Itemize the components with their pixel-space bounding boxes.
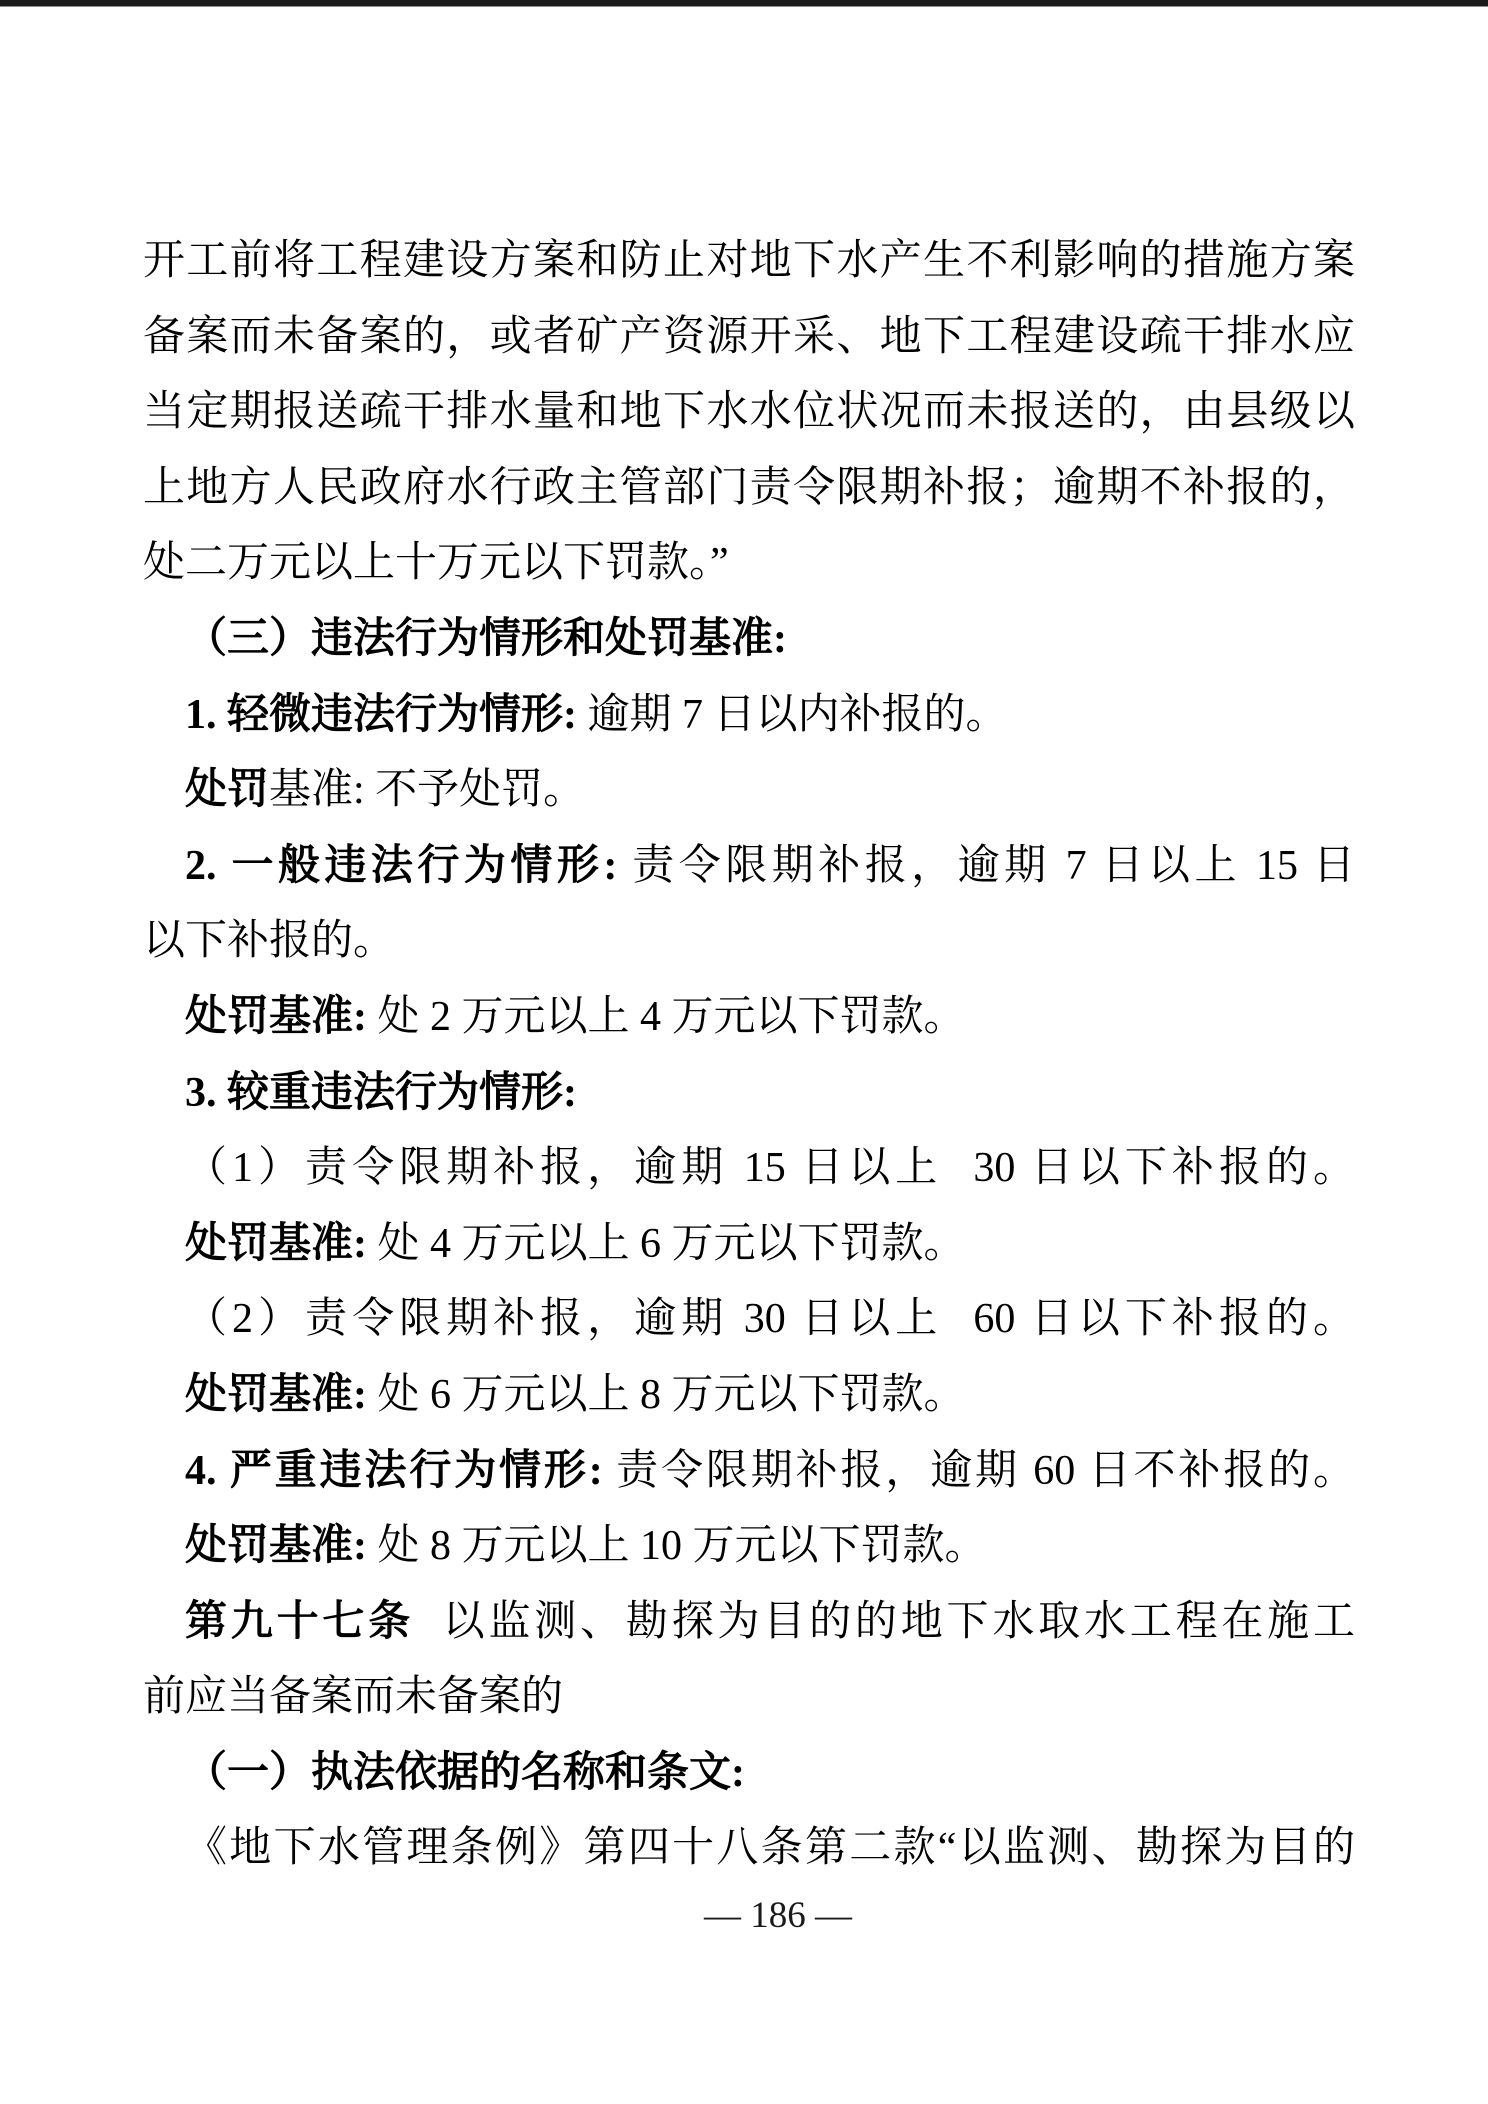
text-segment: 逾期 7 日以内补报的。 [587, 691, 1008, 738]
text-line [143, 1358, 1355, 1434]
text-line [143, 829, 1355, 905]
text-segment: 前应当备案而未备案的 [143, 1674, 564, 1721]
text-segment-bold: （一）执法依据的名称和条文: [185, 1749, 745, 1796]
text-segment-bold: 处罚基准: [185, 1523, 378, 1570]
text-line [143, 451, 1355, 527]
page-number [0, 1878, 1488, 1954]
text-line [143, 904, 1355, 980]
text-segment-bold: 处罚 [185, 767, 270, 814]
text-segment: 《地下水管理条例》第四十八条第二款“以监测、勘探为目的 [185, 1825, 1355, 1872]
text-segment-bold: 4. 严重违法行为情形: [185, 1447, 617, 1494]
text-segment-bold: 3. 较重违法行为情形: [185, 1069, 577, 1116]
text-segment: （1）责令限期补报，逾期 15 日以上 30 日以下补报的。 [185, 1145, 1355, 1192]
text-segment: 责令限期补报，逾期 7 日以上 15 日 [632, 842, 1355, 889]
text-line [143, 1736, 1355, 1812]
text-line [143, 1056, 1355, 1132]
text-segment-bold: 第九十七条 [185, 1598, 415, 1645]
text-line [143, 1811, 1355, 1887]
text-segment: （2）责令限期补报，逾期 30 日以上 60 日以下补报的。 [185, 1296, 1355, 1343]
text-segment-bold: 处罚基准: [185, 993, 378, 1040]
page-number-label: — 186 — [704, 1895, 852, 1936]
text-segment: 上地方人民政府水行政主管部门责令限期补报；逾期不补报的， [143, 464, 1355, 511]
text-segment: 备案而未备案的，或者矿产资源开采、地下工程建设疏干排水应 [143, 313, 1355, 360]
text-segment: 处 2 万元以上 4 万元以下罚款。 [377, 993, 966, 1040]
text-line [143, 753, 1355, 829]
text-line [143, 980, 1355, 1056]
text-line [143, 1585, 1355, 1661]
text-segment: 基准: 不予处罚。 [269, 767, 586, 814]
text-line [143, 224, 1355, 300]
text-segment: 处 6 万元以上 8 万元以下罚款。 [377, 1371, 966, 1418]
text-line [143, 300, 1355, 376]
text-line [143, 602, 1355, 678]
text-segment: 处二万元以上十万元以下罚款。” [143, 540, 729, 587]
text-line [143, 1207, 1355, 1283]
text-segment-bold: 处罚基准: [185, 1220, 378, 1267]
text-segment: 责令限期补报，逾期 60 日不补报的。 [616, 1447, 1355, 1494]
text-segment: 开工前将工程建设方案和防止对地下水产生不利影响的措施方案 [143, 238, 1355, 284]
document-body [143, 0, 1355, 1887]
text-line [143, 526, 1355, 602]
text-segment-bold: 处罚基准: [185, 1371, 378, 1418]
text-segment: 以下补报的。 [143, 918, 396, 965]
text-segment: 处 4 万元以上 6 万元以下罚款。 [377, 1220, 966, 1267]
text-line [143, 1434, 1355, 1510]
text-segment-bold: 1. 轻微违法行为情形: [185, 691, 588, 738]
text-line [143, 1282, 1355, 1358]
text-line [143, 678, 1355, 754]
text-line [143, 1509, 1355, 1585]
text-line [143, 1660, 1355, 1736]
text-segment: 以监测、勘探为目的的地下水取水工程在施工 [414, 1598, 1355, 1645]
text-segment-bold: （三）违法行为情形和处罚基准: [185, 615, 787, 662]
text-segment-bold: 2. 一般违法行为情形: [185, 842, 633, 889]
text-line [143, 1131, 1355, 1207]
text-segment: 处 8 万元以上 10 万元以下罚款。 [377, 1523, 987, 1570]
text-segment: 当定期报送疏干排水量和地下水水位状况而未报送的，由县级以 [143, 389, 1355, 436]
text-line [143, 375, 1355, 451]
